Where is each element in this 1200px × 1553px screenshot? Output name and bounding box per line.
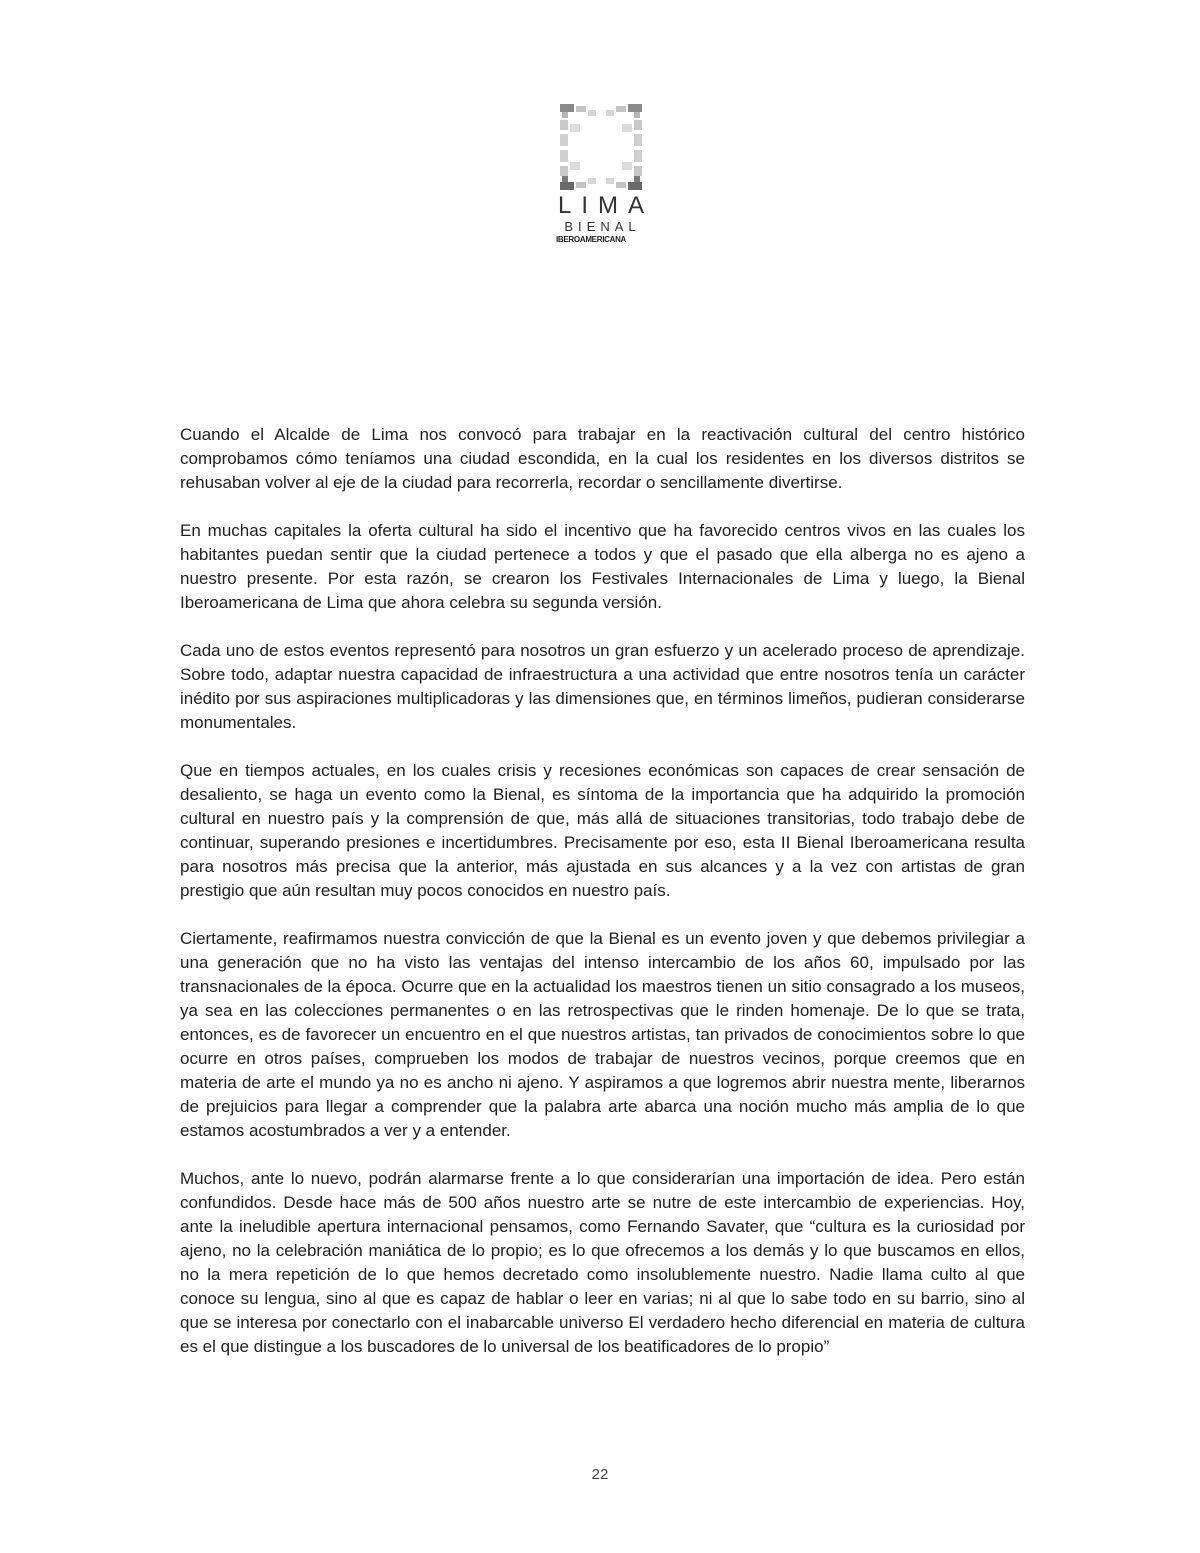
paragraph: Que en tiempos actuales, en los cuales crisis y recesiones económicas son capaces de crear sensación de desaliento, se haga un evento como la Bienal, es síntoma de la importancia que ha adquirido la promoción cultural en nuestro país y la comprensión de que, más allá de situaciones transitorias, todo trabajo debe de continuar, superando presiones e incertidumbres. Precisamente por eso, esta II Bienal Iberoamericana resulta para nosotros más precisa que la anterior, más ajustada en sus alcances y a la vez con artistas de gran prestigio que aún resultan muy pocos conocidos en nuestro país. — [180, 761, 1025, 900]
paragraph: En muchas capitales la oferta cultural ha sido el incentivo que ha favorecido centros vivos en las cuales los habitantes puedan sentir que la ciudad pertenece a todos y que el pasado que ella alberga no es ajeno a nuestro presente. Por esta razón, se crearon los Festivales Internacionales de Lima y luego, la Bienal Iberoamericana de Lima que ahora celebra su segunda versión. — [180, 521, 1025, 612]
paragraph: Muchos, ante lo nuevo, podrán alarmarse frente a lo que considerarían una importación de idea. Pero están confundidos. Desde hace más de 500 años nuestro arte se nutre de este intercambio de experiencias. Hoy, ante la ineludible apertura internacional pensamos, como Fernando Savater, que “cultura es la curiosidad por ajeno, no la celebración maniática de lo propio; es lo que ofrecemos a los demás y lo que buscamos en ellos, no la mera repetición de lo que hemos decretado como insolublemente nuestro. Nadie llama culto al que conoce su lengua, sino al que es capaz de hablar o leer en varias; ni al que lo sabe todo en su barrio, sino al que se interesa por conectarlo con el inabarcable universo El verdadero hecho diferencial en materia de cultura es el que distingue a los buscadores de lo universal de los beatificadores de lo propio” — [180, 1169, 1025, 1356]
logo-subtitle: BIENAL — [564, 219, 641, 234]
article-body — [180, 423, 1025, 1383]
bienal-logo-mark-icon — [560, 104, 642, 190]
bienal-logo — [548, 100, 655, 260]
paragraph: Ciertamente, reafirmamos nuestra convicción de que la Bienal es un evento joven y que debemos privilegiar a una generación que no ha visto las ventajas del intenso intercambio de los años 60, impulsado por las transnacionales de la época. Ocurre que en la actualidad los maestros tienen un sitio consagrado a los museos, ya sea en las colecciones permanentes o en las retrospectivas que le rinden homenaje. De lo que se trata, entonces, es de favorecer un encuentro en el que nuestros artistas, tan privados de conocimientos sobre lo que ocurre en otros países, comprueben los modos de trabajar de nuestros vecinos, porque creemos que en materia de arte el mundo ya no es ancho ni ajeno. Y aspiramos a que logremos abrir nuestra mente, liberarnos de prejuicios para llegar a comprender que la palabra arte abarca una noción mucho más amplia de lo que estamos acostumbrados a ver y a entender. — [180, 929, 1025, 1140]
paragraph: Cada uno de estos eventos representó para nosotros un gran esfuerzo y un acelerado proceso de aprendizaje. Sobre todo, adaptar nuestra capacidad de infraestructura a una actividad que entre nosotros tenía un carácter inédito por sus aspiraciones multiplicadoras y las dimensiones que, en términos limeños, pudieran considerarse monumentales. — [180, 641, 1025, 732]
page-number: 22 — [591, 1466, 609, 1483]
logo-tagline: IBEROAMERICANA — [556, 235, 627, 244]
paragraph: Cuando el Alcalde de Lima nos convocó para trabajar en la reactivación cultural del centro histórico comprobamos cómo teníamos una ciudad escondida, en la cual los residentes en los diversos distritos se rehusaban volver al eje de la ciudad para recorrerla, recordar o sencillamente divertirse. — [180, 425, 1025, 492]
logo-title: LIMA — [558, 192, 655, 219]
